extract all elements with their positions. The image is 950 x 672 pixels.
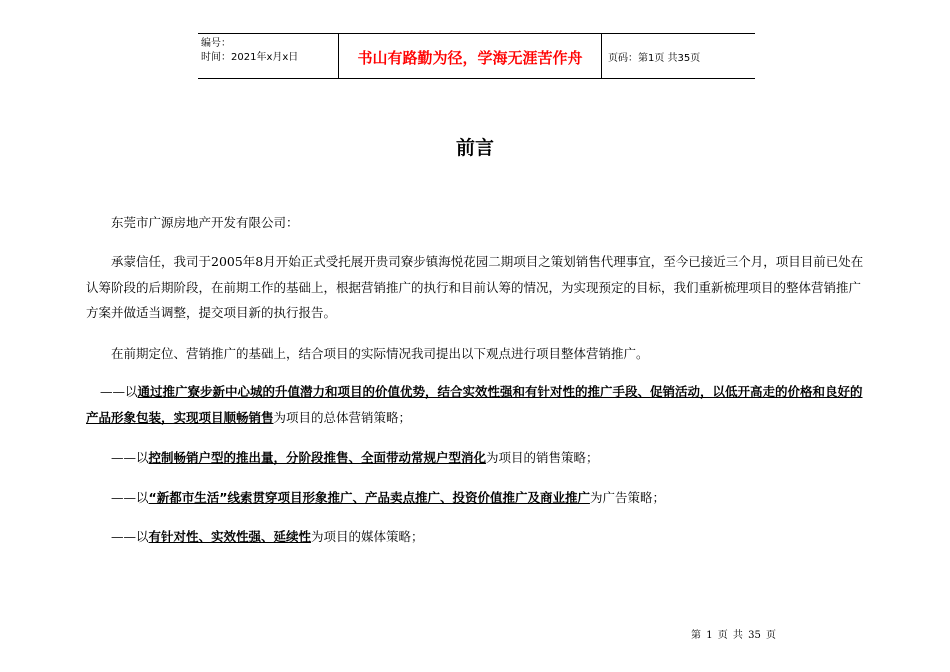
strategy-highlight: “新都市生活”线索贯穿项目形象推广、产品卖点推广、投资价值推广及商业推广 [148,490,590,505]
strategy-advertising [86,485,868,511]
header-motto: 书山有路勤为径，学海无涯苦作舟 [339,34,602,78]
document-title: 前言 [455,137,494,159]
strategy-highlight: 通过推广寮步新中心城的升值潜力和项目的价值优势，结合实效性强和有针对性的推广手段、促销活动，以低开高走的价格和良好的产品形象包装，实现项目顺畅销售 [86,384,863,425]
intro-paragraph: 承蒙信任，我司于2005年8月开始正式受托展开贵司寮步镇海悦花园二期项目之策划销售代理事宜，至今已接近三个月，项目目前已处在认筹阶段的后期阶段，在前期工作的基础上，根据营销推广的执行和目前认筹的情况，为实现预定的目标，我们重新梳理项目的整体营销推广方案并做适当调整，提交项目新的执行报告。 [86,254,864,320]
header-page-label: 页码：第1页 共35页 [608,52,701,64]
strategy-highlight: 有针对性、实效性强、延续性 [148,529,312,544]
strategy-overall [86,379,868,430]
strategy-media [86,524,868,550]
page-header [198,33,755,79]
strategy-prefix: ——以 [100,384,138,399]
strategy-sales [86,445,868,471]
strategy-suffix: 为项目的总体营销策略； [273,409,412,425]
header-meta [198,34,339,78]
strategy-suffix: 为广告策略； [589,490,665,505]
number-label: 编号： [201,38,231,49]
time-label: 时间：2021年x月x日 [201,52,299,63]
page-footer: 第 1 页 共 35 页 [691,630,776,641]
strategy-prefix: ——以 [111,450,149,465]
strategy-prefix: ——以 [111,529,149,544]
approach-paragraph: 在前期定位、营销推广的基础上，结合项目的实际情况我司提出以下观点进行项目整体营销推广。 [111,346,649,361]
addressee: 东莞市广源房地产开发有限公司： [111,215,299,230]
strategy-highlight: 控制畅销户型的推出量，分阶段推售、全面带动常规户型消化 [148,450,487,465]
strategy-suffix: 为项目的销售策略； [486,450,599,465]
strategy-suffix: 为项目的媒体策略； [311,529,424,544]
strategy-prefix: ——以 [111,490,149,505]
